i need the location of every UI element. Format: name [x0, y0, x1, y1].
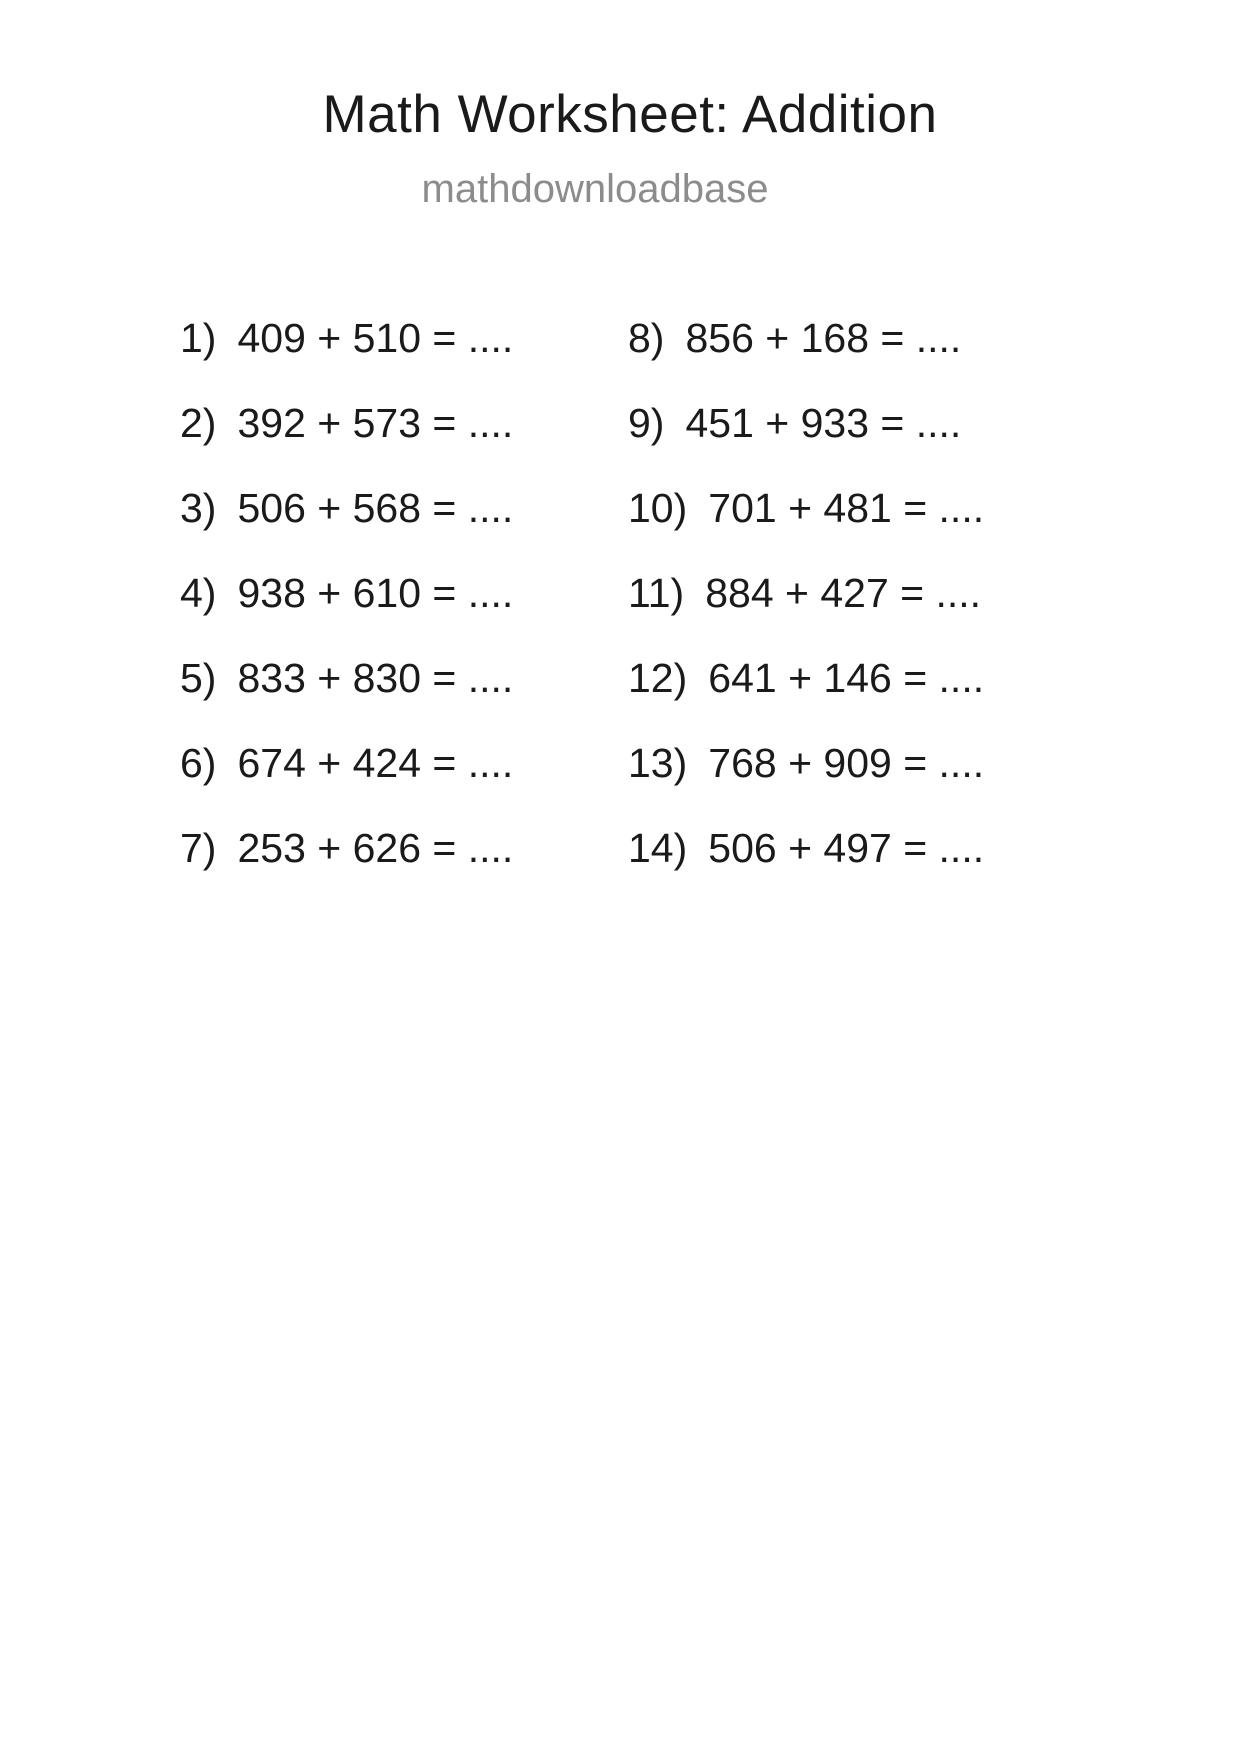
problem-expression: 451 + 933 = ....: [685, 400, 962, 446]
worksheet-header: [0, 85, 1240, 211]
page-title: Math Worksheet: Addition: [322, 85, 938, 144]
problem-number: 13): [628, 740, 688, 786]
problem-number: 1): [180, 315, 217, 361]
problem-row-13: [628, 740, 984, 787]
problem-number: 10): [628, 485, 688, 531]
problem-number: 14): [628, 825, 688, 871]
page-subtitle: mathdownloadbase: [421, 167, 769, 211]
problem-expression: 833 + 830 = ....: [237, 655, 514, 701]
problem-number: 7): [180, 825, 217, 871]
problem-expression: 938 + 610 = ....: [237, 570, 514, 616]
problem-row-14: [628, 825, 984, 872]
problem-row-8: [628, 315, 984, 362]
problem-number: 6): [180, 740, 217, 786]
problem-number: 11): [628, 570, 685, 616]
problem-expression: 392 + 573 = ....: [237, 400, 514, 446]
problem-row-11: [628, 570, 984, 617]
problem-row-10: [628, 485, 984, 532]
problem-expression: 701 + 481 = ....: [708, 485, 985, 531]
problem-expression: 409 + 510 = ....: [237, 315, 514, 361]
problem-expression: 641 + 146 = ....: [708, 655, 985, 701]
problem-expression: 253 + 626 = ....: [237, 825, 514, 871]
problem-number: 12): [628, 655, 688, 701]
problem-row-7: [180, 825, 628, 872]
problem-number: 9): [628, 400, 665, 446]
problem-expression: 506 + 497 = ....: [708, 825, 985, 871]
problem-row-12: [628, 655, 984, 702]
problem-number: 4): [180, 570, 217, 616]
problem-row-4: [180, 570, 628, 617]
problem-row-6: [180, 740, 628, 787]
problem-row-9: [628, 400, 984, 447]
problem-expression: 884 + 427 = ....: [705, 570, 982, 616]
problem-expression: 856 + 168 = ....: [685, 315, 962, 361]
problem-number: 8): [628, 315, 665, 361]
problem-number: 2): [180, 400, 217, 446]
problem-expression: 674 + 424 = ....: [237, 740, 514, 786]
problem-expression: 768 + 909 = ....: [708, 740, 985, 786]
problem-row-3: [180, 485, 628, 532]
problem-expression: 506 + 568 = ....: [237, 485, 514, 531]
problem-number: 5): [180, 655, 217, 701]
problem-row-5: [180, 655, 628, 702]
problems-list: [180, 315, 984, 872]
problem-row-2: [180, 400, 628, 447]
problem-number: 3): [180, 485, 217, 531]
problem-row-1: [180, 315, 628, 362]
